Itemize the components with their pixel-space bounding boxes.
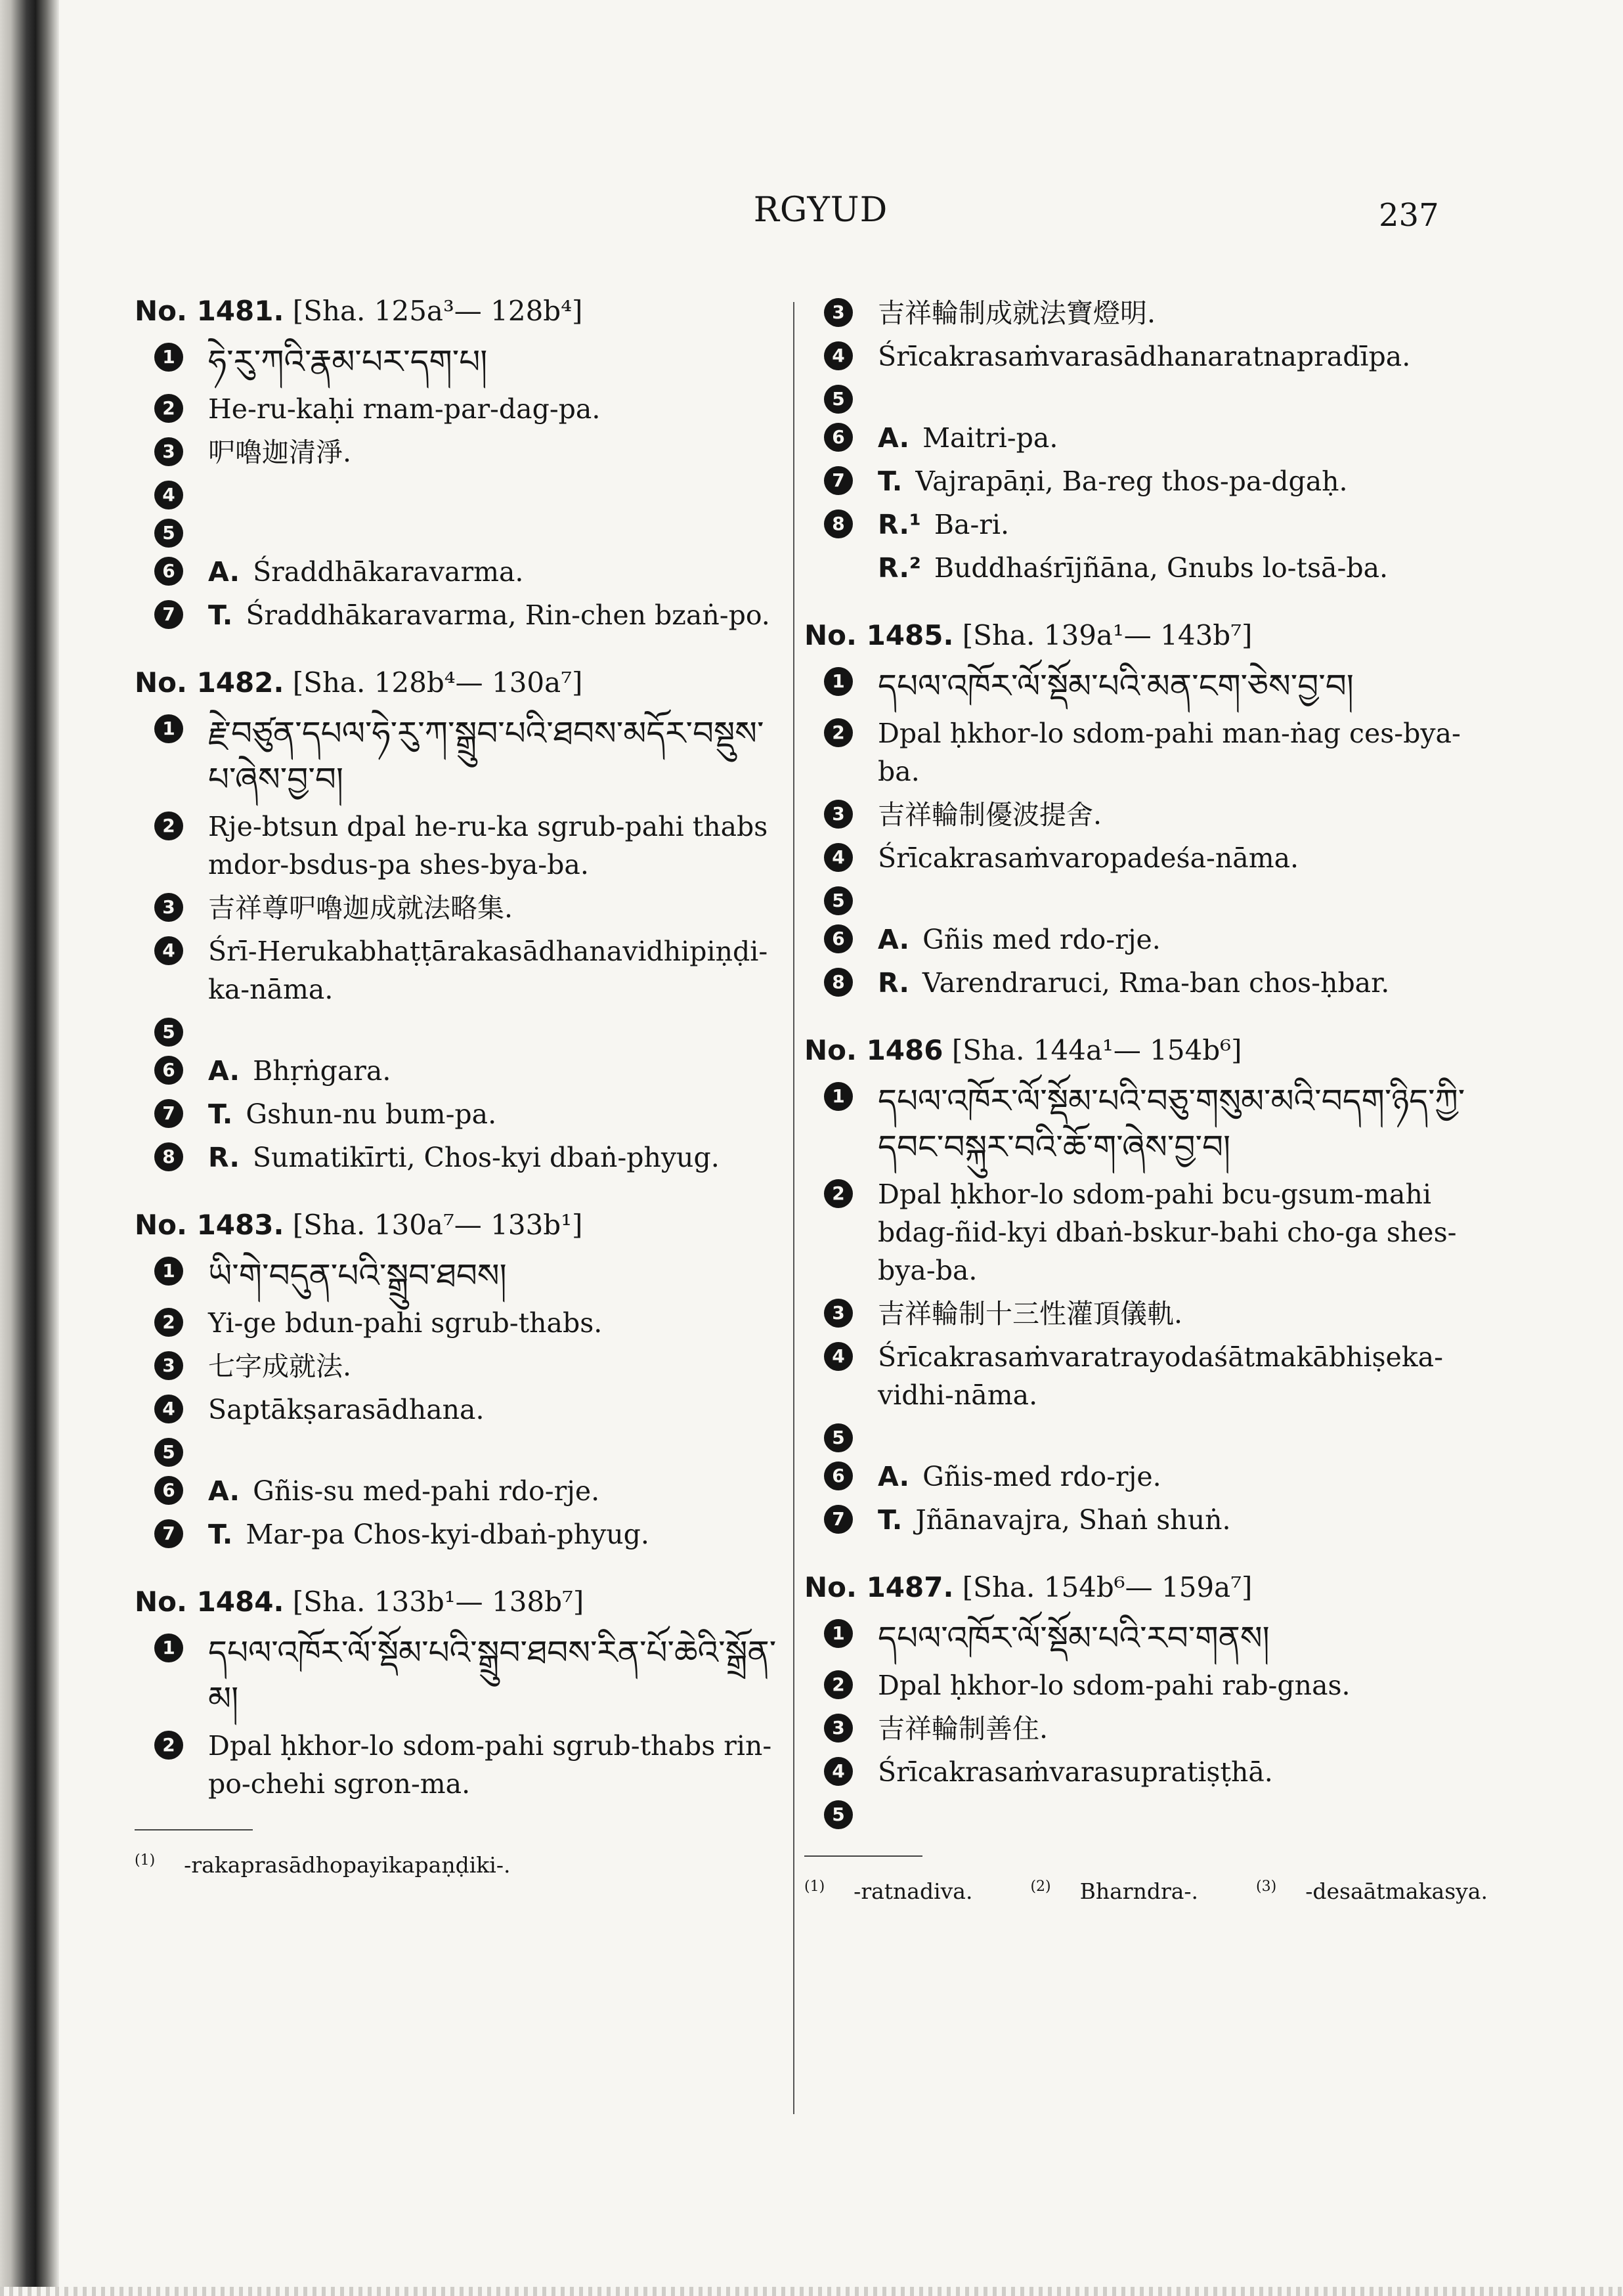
field-value: 吉祥尊㕧嚕迦成就法略集. [208, 892, 513, 924]
entry-number: No. 1484. [135, 1586, 284, 1618]
field-text [878, 1295, 1467, 1333]
tibetan-title [878, 1078, 1467, 1170]
tibetan-title [878, 1615, 1467, 1661]
entry-line [804, 294, 1467, 332]
role-label: A. [208, 1475, 240, 1507]
entry-line [135, 1014, 785, 1047]
field-marker-icon: 1 [824, 1619, 853, 1648]
field-value: Vajrapāṇi, Ba-reg thos-pa-dgaḥ. [915, 466, 1348, 497]
field-text [878, 714, 1467, 791]
field-text [878, 1458, 1467, 1496]
field-text [208, 596, 785, 634]
entry-line [135, 1304, 785, 1342]
role-label: R.² [878, 552, 921, 584]
field-value: 吉祥輪制成就法寶燈明. [878, 297, 1156, 329]
field-text [878, 1753, 1467, 1791]
field-value: Gshun-nu bum-pa. [246, 1098, 497, 1130]
field-value: Śrīcakrasaṁvarasādhanaratnapradīpa. [878, 341, 1411, 372]
field-marker-icon: 6 [154, 1056, 183, 1085]
entry-line [804, 964, 1467, 1002]
field-marker-icon: 7 [824, 1505, 853, 1534]
footnotes [135, 1846, 785, 1880]
entry-line [135, 433, 785, 471]
entry-line [804, 1295, 1467, 1333]
footnote-rule [135, 1829, 253, 1830]
footnote-rule [804, 1855, 922, 1857]
field-value: Gñis-med rdo-rje. [922, 1461, 1161, 1492]
field-value: དཔལ་འཁོར་ལོ་སྡོམ་པའི་མན་ངག་ཅེས་བྱ་བ། [878, 667, 1354, 705]
field-marker-icon: 6 [824, 924, 853, 953]
field-text [878, 506, 1467, 544]
entry-line [804, 506, 1467, 544]
field-marker-icon: 3 [824, 800, 853, 829]
entry-heading [804, 1028, 1467, 1073]
entry-line [804, 1175, 1467, 1289]
field-value: Saptākṣarasādhana. [208, 1394, 485, 1425]
entry-line [804, 714, 1467, 791]
role-label: T. [208, 1098, 233, 1130]
field-marker-icon: 7 [824, 466, 853, 495]
field-value: Śrī-Herukabhaṭṭārakasādhanavidhipiṇḍi-ka-nāma. [208, 936, 768, 1005]
field-marker-icon: 5 [824, 886, 853, 915]
entry-number: No. 1483. [135, 1209, 284, 1241]
field-marker-icon: 4 [154, 936, 183, 965]
role-label: A. [878, 1461, 910, 1492]
folio-reference: [Sha. 154b⁶— 159a⁷] [962, 1571, 1253, 1603]
field-marker-icon: 5 [154, 1438, 183, 1467]
field-text [878, 1710, 1467, 1748]
field-marker-icon: 2 [824, 718, 853, 747]
field-marker-icon: 4 [824, 341, 853, 370]
role-label: A. [208, 556, 240, 588]
catalog-entry [135, 661, 785, 1177]
footnote-mark: (2) [1030, 1878, 1051, 1895]
field-marker-icon: 8 [824, 968, 853, 997]
field-value: དཔལ་འཁོར་ལོ་སྡོམ་པའི་རབ་གནས། [878, 1619, 1270, 1657]
entry-line [804, 462, 1467, 500]
field-value: Bhṛṅgara. [253, 1055, 391, 1087]
field-value: Ba-ri. [934, 509, 1010, 540]
role-label: A. [878, 422, 910, 454]
entry-line [135, 710, 785, 802]
entry-line [804, 1501, 1467, 1539]
field-marker-icon: 4 [824, 843, 853, 872]
field-text [878, 1175, 1467, 1289]
field-text [208, 1391, 785, 1429]
field-value: 七字成就法. [208, 1351, 352, 1382]
field-text [878, 1666, 1467, 1704]
footnote-text: Bharndra-. [1079, 1878, 1199, 1904]
entry-line [135, 515, 785, 548]
footnote-mark: (1) [135, 1852, 156, 1869]
field-value: Śraddhākaravarma, Rin-chen bzaṅ-po. [246, 599, 770, 631]
field-text [208, 1347, 785, 1385]
field-marker-icon: 3 [824, 1299, 853, 1328]
entry-line [135, 477, 785, 509]
running-header: RGYUD [753, 190, 888, 230]
catalog-entry [804, 613, 1467, 1002]
field-text [878, 419, 1467, 457]
tibetan-title [208, 339, 785, 385]
field-marker-icon: 3 [824, 1714, 853, 1743]
field-marker-icon: 6 [824, 423, 853, 452]
field-value: Rje-btsun dpal he-ru-ka sgrub-pahi thabs mdor-bsdus-pa shes-bya-ba. [208, 811, 768, 880]
folio-reference: [Sha. 128b⁴— 130a⁷] [292, 666, 583, 699]
role-label: T. [208, 599, 233, 631]
entry-line [804, 419, 1467, 457]
field-marker-icon: 6 [154, 557, 183, 586]
field-value: Dpal ḥkhor-lo sdom-pahi sgrub-thabs rin-po-chehi sgron-ma. [208, 1730, 772, 1800]
role-label: R. [878, 967, 909, 999]
entry-line [135, 339, 785, 385]
tibetan-title [208, 1253, 785, 1299]
entry-line [804, 839, 1467, 877]
entry-line [135, 1472, 785, 1510]
footnote-text: -ratnadiva. [854, 1878, 973, 1904]
entry-line [135, 1052, 785, 1090]
folio-reference: [Sha. 125a³— 128b⁴] [292, 295, 583, 327]
field-marker-icon: 1 [154, 343, 183, 372]
field-value: Gñis med rdo-rje. [922, 924, 1161, 955]
field-marker-icon: 7 [154, 600, 183, 629]
field-value: Śrīcakrasaṁvarasupratiṣṭhā. [878, 1756, 1273, 1788]
field-marker-icon: 2 [824, 1670, 853, 1699]
field-value: Mar-pa Chos-kyi-dbaṅ-phyug. [246, 1519, 649, 1550]
entry-line [135, 808, 785, 884]
entry-heading [135, 1580, 785, 1624]
entry-line [135, 1434, 785, 1467]
field-marker-icon: 5 [824, 1800, 853, 1829]
entry-heading [804, 613, 1467, 658]
field-marker-icon: 2 [824, 1179, 853, 1208]
entry-line [804, 549, 1467, 587]
entry-line [135, 1630, 785, 1722]
field-text [878, 964, 1467, 1002]
field-marker-icon: 8 [824, 509, 853, 538]
field-text [878, 462, 1467, 500]
entry-line [135, 596, 785, 634]
footnote-item [135, 1852, 539, 1878]
field-text [208, 1727, 785, 1803]
entry-number: No. 1482. [135, 666, 284, 699]
field-value: Dpal ḥkhor-lo sdom-pahi rab-gnas. [878, 1670, 1351, 1701]
field-text [208, 1052, 785, 1090]
field-value: 吉祥輪制十三性灌頂儀軌. [878, 1298, 1183, 1330]
entry-heading [135, 1203, 785, 1247]
field-value: 吉祥輪制善住. [878, 1713, 1049, 1744]
field-marker-icon: 1 [824, 667, 853, 696]
catalog-entry [804, 294, 1467, 587]
entry-number: No. 1485. [804, 619, 954, 651]
field-text [208, 808, 785, 884]
field-text [208, 553, 785, 591]
field-value: 㕧嚕迦清淨. [208, 437, 352, 468]
field-marker-icon: 3 [154, 437, 183, 466]
entry-line [804, 796, 1467, 834]
field-text [208, 1515, 785, 1553]
entry-line [135, 1727, 785, 1803]
field-marker-icon: 1 [824, 1082, 853, 1111]
entry-line [135, 889, 785, 927]
field-marker-icon: 3 [154, 893, 183, 922]
right-column [804, 289, 1488, 1906]
catalog-entry [135, 1580, 785, 1803]
field-value: Maitri-pa. [922, 422, 1058, 454]
field-text [208, 1304, 785, 1342]
role-label: R. [208, 1142, 240, 1173]
entry-line [804, 1419, 1467, 1452]
entry-line [804, 1458, 1467, 1496]
field-text [208, 390, 785, 428]
field-marker-icon: 3 [154, 1351, 183, 1380]
field-marker-icon: 1 [154, 1257, 183, 1286]
field-text [878, 337, 1467, 376]
field-value: He-ru-kaḥi rnam-par-dag-pa. [208, 393, 601, 425]
catalog-entry [135, 1203, 785, 1553]
entry-line [804, 1666, 1467, 1704]
entry-line [804, 381, 1467, 414]
column-divider [793, 302, 794, 2114]
field-text [878, 796, 1467, 834]
field-value: Dpal ḥkhor-lo sdom-pahi bcu-gsum-mahi bdag-ñid-kyi dbaṅ-bskur-bahi cho-ga shes-bya-ba. [878, 1179, 1457, 1286]
field-value: Jñānavajra, Shaṅ shuṅ. [915, 1504, 1231, 1536]
entry-line [804, 663, 1467, 709]
entry-line [135, 390, 785, 428]
folio-reference: [Sha. 130a⁷— 133b¹] [292, 1209, 583, 1241]
field-text [878, 549, 1467, 587]
footnote-text: -rakaprasādhopayikapaṇḍiki-. [184, 1852, 511, 1878]
entry-line [135, 1515, 785, 1553]
field-marker-icon: 5 [154, 1018, 183, 1047]
catalog-entry [804, 1028, 1467, 1539]
field-value: Buddhaśrījñāna, Gnubs lo-tsā-ba. [934, 552, 1389, 584]
entry-line [804, 337, 1467, 376]
field-marker-icon: 2 [154, 1731, 183, 1760]
field-text [878, 294, 1467, 332]
field-text [208, 1138, 785, 1177]
field-text [878, 921, 1467, 959]
field-value: Varendraruci, Rma-ban chos-ḥbar. [922, 967, 1390, 999]
role-label: T. [878, 1504, 903, 1536]
field-marker-icon: 6 [824, 1462, 853, 1490]
field-marker-icon: 1 [154, 714, 183, 743]
page-number: 237 [1379, 197, 1439, 234]
entry-heading [135, 289, 785, 334]
tibetan-title [208, 710, 785, 802]
field-marker-icon: 6 [154, 1476, 183, 1505]
entry-line [804, 1338, 1467, 1414]
field-marker-icon: 2 [154, 1308, 183, 1337]
catalog-entry [804, 1565, 1467, 1829]
field-text [878, 1501, 1467, 1539]
footnote-mark: (1) [804, 1878, 825, 1895]
footnote-item [804, 1878, 1001, 1904]
field-marker-icon: 1 [154, 1634, 183, 1662]
entry-line [804, 1710, 1467, 1748]
field-value: ཡི་གེ་བདུན་པའི་སྒྲུབ་ཐབས། [208, 1257, 507, 1295]
entry-number: No. 1487. [804, 1571, 954, 1603]
field-value: དཔལ་འཁོར་ལོ་སྡོམ་པའི་བཅུ་གསུམ་མའི་བདག་ཉིད་ཀྱི་དབང་བསྐུར་བའི་ཆོ་ག་ཞེས་བྱ་བ། [878, 1082, 1465, 1166]
field-value: Sumatikīrti, Chos-kyi dbaṅ-phyug. [252, 1142, 720, 1173]
folio-reference: [Sha. 144a¹— 154b⁶] [951, 1034, 1242, 1066]
field-value: Dpal ḥkhor-lo sdom-pahi man-ṅag ces-bya-ba. [878, 718, 1461, 787]
entry-heading [135, 661, 785, 705]
catalog-entry [135, 289, 785, 634]
field-value: Śraddhākaravarma. [253, 556, 524, 588]
role-label: T. [208, 1519, 233, 1550]
field-value: 吉祥輪制優波提舍. [878, 799, 1102, 831]
entry-line [135, 1391, 785, 1429]
field-value: རྗེ་བཙུན་དཔལ་ཧེ་རུ་ཀ་སྒྲུབ་པའི་ཐབས་མདོར་བསྡུས་པ་ཞེས་བྱ་བ། [208, 714, 764, 798]
field-marker-icon: 5 [154, 519, 183, 548]
entry-line [135, 1253, 785, 1299]
footnote-item [1030, 1878, 1227, 1904]
page-bottom-edge [0, 2287, 1623, 2296]
entry-line [804, 1796, 1467, 1829]
entry-line [804, 882, 1467, 915]
entry-number: No. 1486 [804, 1034, 943, 1066]
role-label: A. [208, 1055, 240, 1087]
field-marker-icon: 4 [824, 1342, 853, 1371]
field-marker-icon: 5 [824, 385, 853, 414]
role-label: A. [878, 924, 910, 955]
entry-line [135, 1138, 785, 1177]
field-marker-icon: 7 [154, 1099, 183, 1128]
footnote-text: -desaātmakasya. [1305, 1878, 1488, 1904]
field-marker-icon: 2 [154, 812, 183, 840]
field-value: དཔལ་འཁོར་ལོ་སྡོམ་པའི་སྒྲུབ་ཐབས་རིན་པོ་ཆེའི་སྒྲོན་མ། [208, 1634, 777, 1718]
field-text [878, 839, 1467, 877]
field-value: ཧེ་རུ་ཀའི་རྣམ་པར་དག་པ། [208, 343, 488, 381]
entry-line [135, 1095, 785, 1133]
field-text [208, 932, 785, 1008]
entry-line [804, 1078, 1467, 1170]
entry-line [804, 921, 1467, 959]
field-marker-icon: 4 [154, 481, 183, 509]
field-marker-icon: 8 [154, 1142, 183, 1171]
field-text [208, 1472, 785, 1510]
field-marker-icon: 4 [154, 1395, 183, 1423]
field-text [208, 1095, 785, 1133]
field-text [208, 889, 785, 927]
field-text [878, 1338, 1467, 1414]
book-binding-shadow [0, 0, 59, 2296]
field-marker-icon: 3 [824, 298, 853, 327]
field-value: Śrīcakrasaṁvaratrayodaśātmakābhiṣeka-vidhi-nāma. [878, 1341, 1443, 1411]
entry-number: No. 1481. [135, 295, 284, 327]
role-label: T. [878, 466, 903, 497]
folio-reference: [Sha. 133b¹— 138b⁷] [292, 1586, 584, 1618]
field-value: Śrīcakrasaṁvaropadeśa-nāma. [878, 842, 1299, 874]
field-marker-icon [824, 553, 853, 582]
field-value: Yi-ge bdun-pahi sgrub-thabs. [208, 1307, 603, 1339]
field-marker-icon: 2 [154, 394, 183, 423]
entry-line [804, 1753, 1467, 1791]
footnote-mark: (3) [1256, 1878, 1277, 1895]
entry-line [135, 553, 785, 591]
field-marker-icon: 7 [154, 1519, 183, 1548]
role-label: R.¹ [878, 509, 921, 540]
entry-line [135, 932, 785, 1008]
tibetan-title [878, 663, 1467, 709]
field-marker-icon: 4 [824, 1757, 853, 1786]
left-column [135, 289, 785, 1880]
field-text [208, 433, 785, 471]
footnotes [804, 1873, 1488, 1906]
tibetan-title [208, 1630, 785, 1722]
footnote-item [1256, 1878, 1517, 1904]
entry-heading [804, 1565, 1467, 1610]
field-marker-icon: 5 [824, 1423, 853, 1452]
entry-line [135, 1347, 785, 1385]
entry-line [804, 1615, 1467, 1661]
folio-reference: [Sha. 139a¹— 143b⁷] [962, 619, 1253, 651]
field-value: Gñis-su med-pahi rdo-rje. [253, 1475, 600, 1507]
